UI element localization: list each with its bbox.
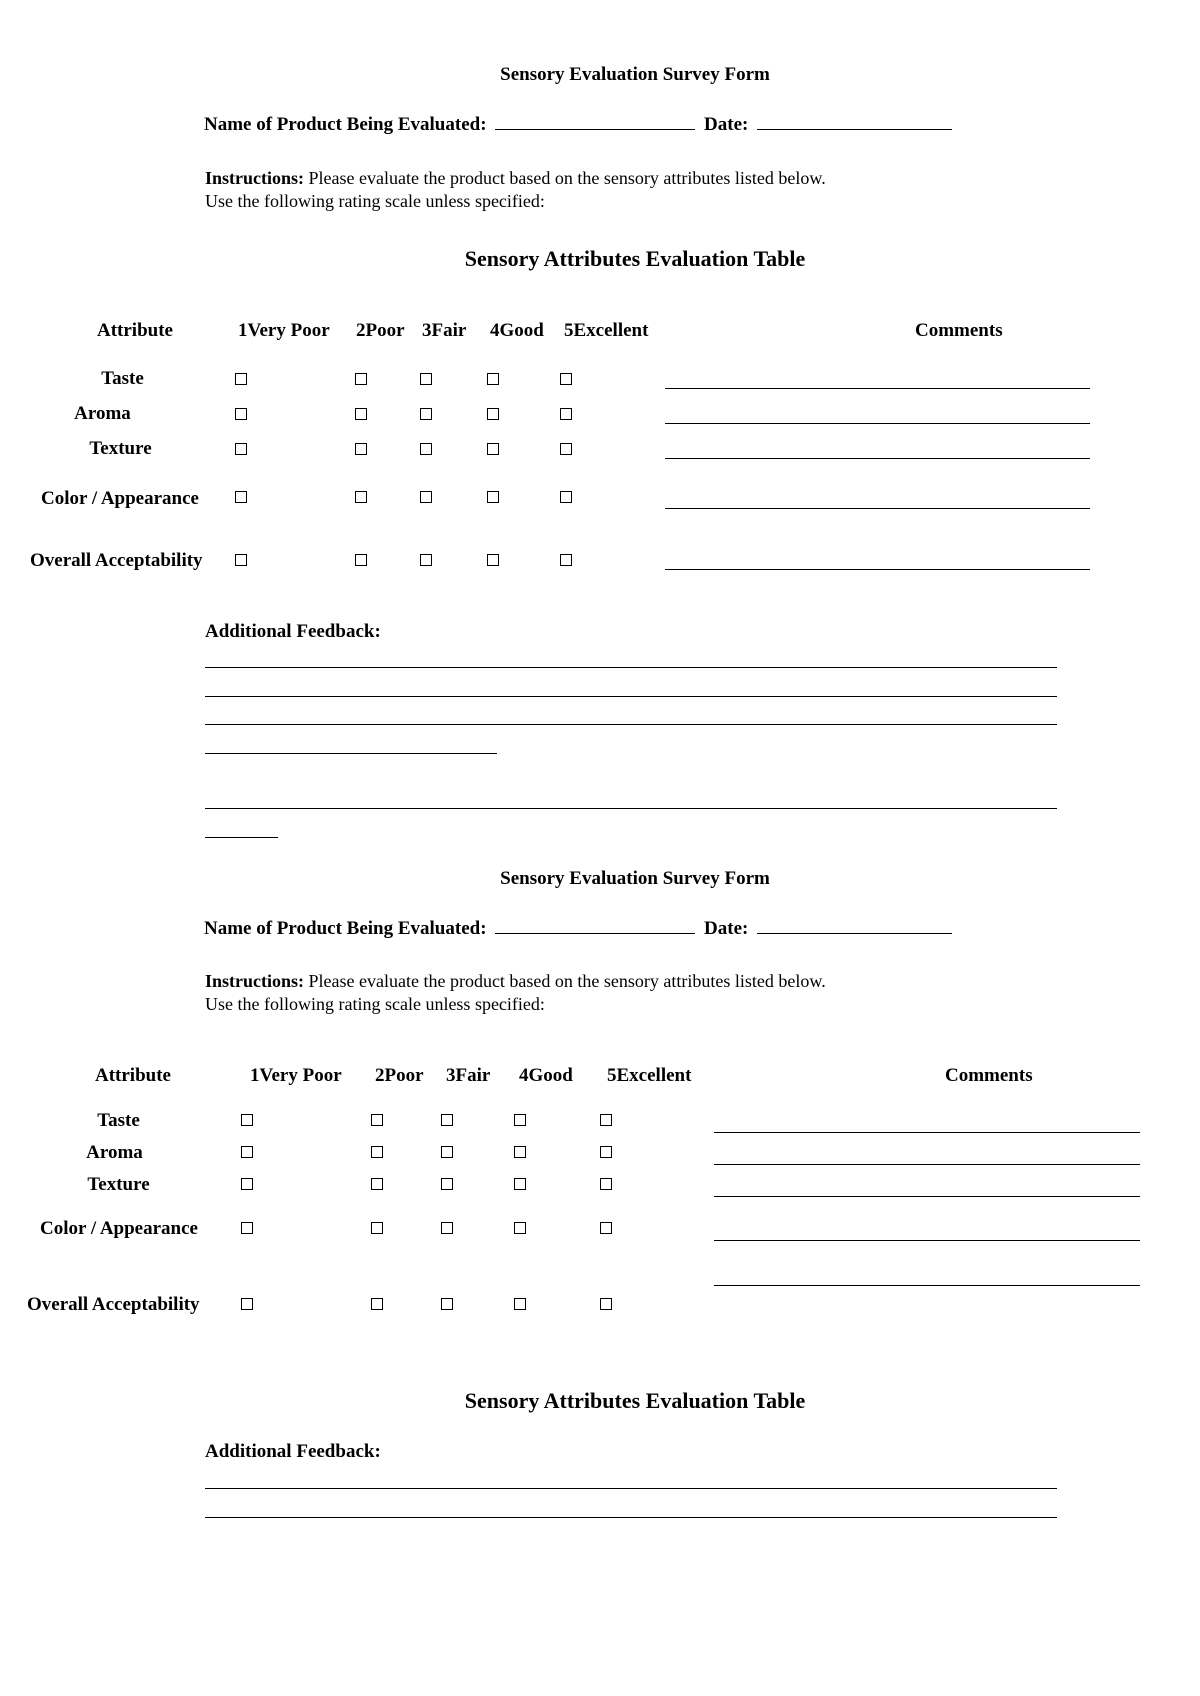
- checkbox-aroma-4[interactable]: [487, 408, 499, 420]
- checkbox-color-1[interactable]: [235, 491, 247, 503]
- comment-line-taste[interactable]: [665, 388, 1090, 389]
- additional-feedback-label-2: Additional Feedback:: [205, 1441, 381, 1462]
- instructions-text-2: Please evaluate the product based on the sensory attributes listed below.: [308, 971, 826, 991]
- comment-line-aroma[interactable]: [665, 423, 1090, 424]
- col-good-2: 4Good: [519, 1065, 573, 1086]
- comment-line-color-2[interactable]: [714, 1240, 1140, 1241]
- row-label-overall-2: Overall Acceptability: [27, 1294, 200, 1315]
- date-field-2[interactable]: [757, 919, 952, 934]
- checkbox-color-4[interactable]: [487, 491, 499, 503]
- checkbox-aroma-5[interactable]: [600, 1146, 612, 1158]
- checkbox-overall-2[interactable]: [371, 1298, 383, 1310]
- checkbox-overall-1[interactable]: [241, 1298, 253, 1310]
- form-title-2: Sensory Evaluation Survey Form: [500, 868, 770, 889]
- instructions-line2-2: Use the following rating scale unless specified:: [205, 994, 545, 1014]
- checkbox-color-1[interactable]: [241, 1222, 253, 1234]
- checkbox-taste-4[interactable]: [514, 1114, 526, 1126]
- checkbox-overall-3[interactable]: [420, 554, 432, 566]
- table-title-2: Sensory Attributes Evaluation Table: [464, 1388, 806, 1413]
- checkbox-aroma-5[interactable]: [560, 408, 572, 420]
- col-excellent-2: 5Excellent: [607, 1065, 692, 1086]
- row-label-aroma-2: Aroma: [86, 1142, 143, 1163]
- feedback-line[interactable]: [205, 724, 1057, 725]
- comment-line-texture[interactable]: [665, 458, 1090, 459]
- checkbox-overall-4[interactable]: [487, 554, 499, 566]
- product-name-label-2: Name of Product Being Evaluated:: [204, 918, 487, 939]
- checkbox-taste-1[interactable]: [235, 373, 247, 385]
- row-label-color: Color / Appearance: [41, 488, 199, 509]
- checkbox-texture-3[interactable]: [420, 443, 432, 455]
- checkbox-overall-5[interactable]: [560, 554, 572, 566]
- instructions-text: Please evaluate the product based on the sensory attributes listed below.: [308, 168, 826, 188]
- feedback-line[interactable]: [205, 696, 1057, 697]
- instructions-line2: Use the following rating scale unless specified:: [205, 191, 545, 211]
- checkbox-aroma-3[interactable]: [420, 408, 432, 420]
- checkbox-taste-5[interactable]: [560, 373, 572, 385]
- checkbox-overall-1[interactable]: [235, 554, 247, 566]
- form-title: Sensory Evaluation Survey Form: [500, 64, 770, 85]
- row-label-taste-2: Taste: [97, 1110, 140, 1131]
- checkbox-color-2[interactable]: [355, 491, 367, 503]
- col-poor: 2Poor: [356, 320, 405, 341]
- checkbox-taste-2[interactable]: [371, 1114, 383, 1126]
- checkbox-aroma-1[interactable]: [241, 1146, 253, 1158]
- feedback-line[interactable]: [205, 1488, 1057, 1489]
- checkbox-taste-1[interactable]: [241, 1114, 253, 1126]
- feedback-line[interactable]: [205, 1517, 1057, 1518]
- product-name-row-2: [204, 918, 952, 940]
- checkbox-aroma-4[interactable]: [514, 1146, 526, 1158]
- row-label-texture: Texture: [89, 438, 152, 459]
- col-very-poor-2: 1Very Poor: [250, 1065, 342, 1086]
- checkbox-overall-5[interactable]: [600, 1298, 612, 1310]
- feedback-line[interactable]: [205, 837, 278, 838]
- comment-line-texture-2[interactable]: [714, 1196, 1140, 1197]
- table-title: Sensory Attributes Evaluation Table: [464, 246, 806, 271]
- date-field[interactable]: [757, 115, 952, 130]
- comment-line-taste-2[interactable]: [714, 1132, 1140, 1133]
- row-label-aroma: Aroma: [74, 403, 131, 424]
- checkbox-taste-4[interactable]: [487, 373, 499, 385]
- product-name-row: [204, 114, 952, 136]
- col-comments: Comments: [915, 320, 1003, 341]
- row-label-texture-2: Texture: [87, 1174, 150, 1195]
- checkbox-color-5[interactable]: [560, 491, 572, 503]
- col-fair-2: 3Fair: [446, 1065, 491, 1086]
- product-name-label: Name of Product Being Evaluated:: [204, 114, 487, 135]
- col-fair: 3Fair: [422, 320, 467, 341]
- checkbox-texture-3[interactable]: [441, 1178, 453, 1190]
- checkbox-texture-5[interactable]: [600, 1178, 612, 1190]
- checkbox-aroma-1[interactable]: [235, 408, 247, 420]
- col-comments-2: Comments: [945, 1065, 1033, 1086]
- date-label: Date:: [704, 114, 749, 135]
- col-very-poor: 1Very Poor: [238, 320, 330, 341]
- product-name-field[interactable]: [495, 115, 695, 130]
- additional-feedback-label: Additional Feedback:: [205, 621, 381, 642]
- date-label-2: Date:: [704, 918, 749, 939]
- checkbox-texture-2[interactable]: [355, 443, 367, 455]
- checkbox-color-4[interactable]: [514, 1222, 526, 1234]
- checkbox-texture-1[interactable]: [241, 1178, 253, 1190]
- checkbox-overall-3[interactable]: [441, 1298, 453, 1310]
- checkbox-overall-4[interactable]: [514, 1298, 526, 1310]
- col-poor-2: 2Poor: [375, 1065, 424, 1086]
- checkbox-color-2[interactable]: [371, 1222, 383, 1234]
- feedback-line[interactable]: [205, 753, 497, 754]
- feedback-line[interactable]: [205, 667, 1057, 668]
- row-label-color-2: Color / Appearance: [40, 1218, 198, 1239]
- checkbox-color-5[interactable]: [600, 1222, 612, 1234]
- checkbox-taste-3[interactable]: [420, 373, 432, 385]
- checkbox-taste-2[interactable]: [355, 373, 367, 385]
- col-attribute: Attribute: [97, 320, 173, 341]
- comment-line-overall[interactable]: [665, 569, 1090, 570]
- col-attribute-2: Attribute: [95, 1065, 171, 1086]
- row-label-taste: Taste: [101, 368, 144, 389]
- checkbox-aroma-2[interactable]: [371, 1146, 383, 1158]
- instructions-label-2: Instructions:: [205, 971, 305, 991]
- checkbox-taste-3[interactable]: [441, 1114, 453, 1126]
- row-label-overall: Overall Acceptability: [30, 550, 203, 571]
- instructions-label: Instructions:: [205, 168, 305, 188]
- product-name-field-2[interactable]: [495, 919, 695, 934]
- comment-line-aroma-2[interactable]: [714, 1164, 1140, 1165]
- instructions-2: [205, 971, 826, 992]
- checkbox-aroma-3[interactable]: [441, 1146, 453, 1158]
- checkbox-texture-4[interactable]: [487, 443, 499, 455]
- checkbox-texture-4[interactable]: [514, 1178, 526, 1190]
- checkbox-texture-2[interactable]: [371, 1178, 383, 1190]
- col-excellent: 5Excellent: [564, 320, 649, 341]
- checkbox-texture-1[interactable]: [235, 443, 247, 455]
- feedback-line[interactable]: [205, 808, 1057, 809]
- checkbox-taste-5[interactable]: [600, 1114, 612, 1126]
- instructions: [205, 168, 826, 189]
- checkbox-color-3[interactable]: [420, 491, 432, 503]
- checkbox-color-3[interactable]: [441, 1222, 453, 1234]
- checkbox-overall-2[interactable]: [355, 554, 367, 566]
- comment-line-color[interactable]: [665, 508, 1090, 509]
- checkbox-texture-5[interactable]: [560, 443, 572, 455]
- col-good: 4Good: [490, 320, 544, 341]
- comment-line-overall-2[interactable]: [714, 1285, 1140, 1286]
- checkbox-aroma-2[interactable]: [355, 408, 367, 420]
